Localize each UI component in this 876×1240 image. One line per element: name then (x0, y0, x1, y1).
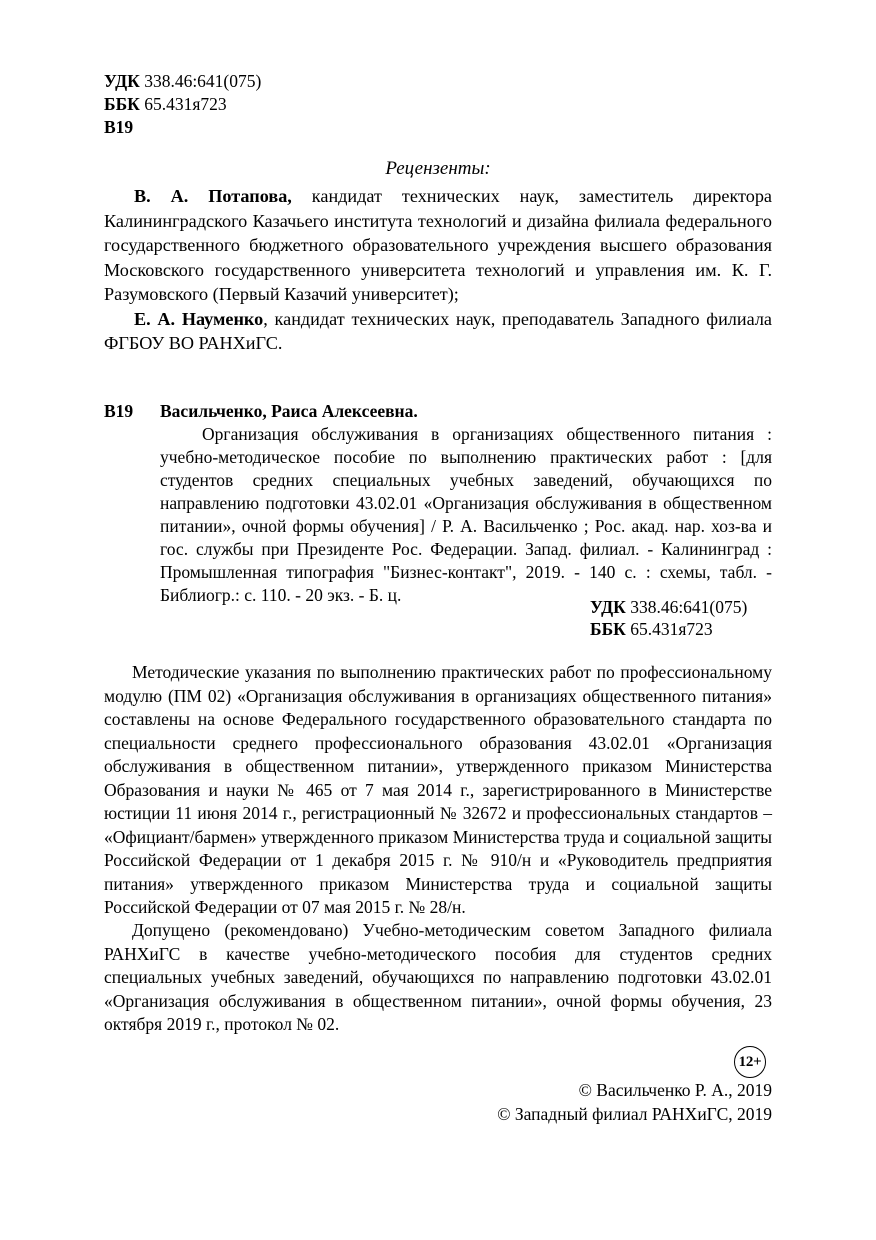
bib-udk-value: 338.46:641(075) (630, 597, 748, 617)
bib-bbk-value: 65.431я723 (630, 619, 713, 639)
classification-header (104, 70, 404, 139)
bib-author: Васильченко, Раиса Алексеевна. (160, 401, 418, 421)
reviewer-name: В. А. Потапова, (134, 186, 292, 206)
author-mark-line (104, 116, 404, 139)
annotation-text: Методические указания по выполнению практических работ по профессиональному модулю (ПМ 02) «Организация обслуживания в организациях общественного питания» составлены на основе Федерального государственного образовательного стандарта по специальности среднего профессионального образования 43.02.01 «Организация обслуживания в общественном питании», утвержденного приказом Министерства Образования и науки № 465 от 7 мая 2014 г., зарегистрированного в Министерстве юстиции 11 июня 2014 г., регистрационный № 32672 и профессиональных стандартов – «Официант/бармен» утвержденного приказом Министерства труда и социальной защиты Российской Федерации от 1 декабря 2015 г. № 910/н и «Руководитель предприятия питания» утвержденного приказом Министерства труда и социальной защиты Российской Федерации от 07 мая 2015 г. № 28/н. (104, 662, 772, 917)
approval-block (104, 919, 772, 1037)
copyright-line-author: © Васильченко Р. А., 2019 (578, 1080, 772, 1100)
reviewer-name: Е. А. Науменко (134, 308, 264, 329)
reviewers-list (104, 184, 772, 356)
udk-value: 338.46:641(075) (144, 71, 262, 91)
reviewer-entry (104, 307, 772, 356)
udk-label: УДК (104, 71, 140, 91)
reviewer-description: , кандидат технических наук, преподаватель Западного филиала ФГБОУ ВО РАНХиГС. (104, 308, 772, 353)
copyright-line-publisher: © Западный филиал РАНХиГС, 2019 (497, 1103, 772, 1124)
bib-code: В19 (104, 401, 134, 421)
author-mark: В19 (104, 117, 134, 137)
bbk-value: 65.431я723 (144, 94, 227, 114)
bbk-label: ББК (104, 94, 140, 114)
bib-index (590, 596, 780, 640)
udk-line (104, 70, 404, 93)
reviewers-title: Рецензенты: (385, 158, 491, 179)
approval-text: Допущено (рекомендовано) Учебно-методическим советом Западного филиала РАНХиГС в качестве учебно-методического пособия для студентов средних специальных учебных заведений, обучающихся по направлению подготовки 43.02.01 «Организация обслуживания в общественном питании», очной формы обучения, 23 октября 2019 г., протокол № 02. (104, 920, 772, 1034)
age-rating-text: 12+ (738, 1053, 762, 1070)
bib-description: Организация обслуживания в организациях общественного питания : учебно-методическое пособие по выполнению практических работ : [для студентов средних специальных учебных заведений, обучающихся по направлению подготовки 43.02.01 «Организация обслуживания в общественном питании», очной формы обучения] / Р. А. Васильченко ; Рос. акад. нар. хоз-ва и гос. службы при Президенте Рос. Федерации. Запад. филиал. - Калининград : Промышленная типография "Бизнес-контакт", 2019. - 140 с. : схемы, табл. - Библиогр.: с. 110. - 20 экз. - Б. ц. (160, 424, 772, 605)
bib-bbk-line (590, 618, 780, 640)
bib-bbk-label: ББК (590, 619, 626, 639)
bib-udk-line (590, 596, 780, 618)
age-rating-badge (734, 1046, 766, 1078)
copyright-block (468, 1079, 772, 1126)
reviewer-entry (104, 184, 772, 307)
annotation-block (104, 661, 772, 920)
bib-description-block (160, 423, 772, 607)
bbk-line (104, 93, 404, 116)
bib-udk-label: УДК (590, 597, 626, 617)
reviewer-description: кандидат технических наук, заместитель директора Калининградского Казачьего института технологий и дизайна филиала федерального государственного бюджетного образовательного учреждения высшего образования Московского государственного университета технологий и управления им. К. Г. Разумовского (Первый Казачий университет); (104, 186, 773, 304)
